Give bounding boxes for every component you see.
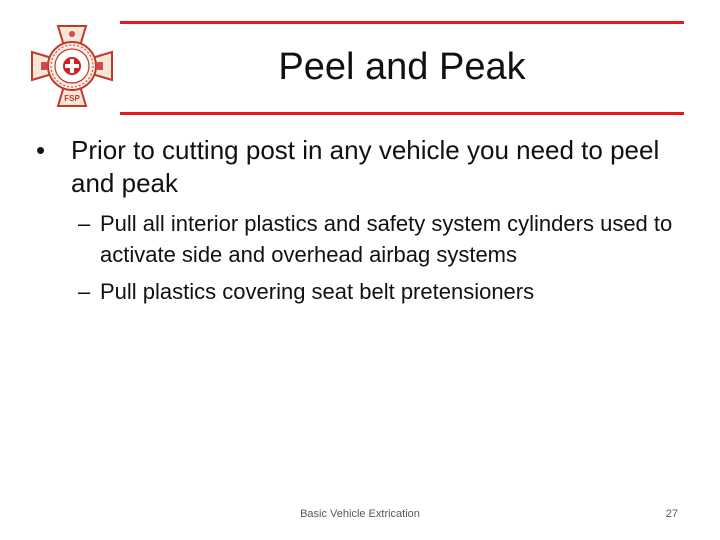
bullet-text: Prior to cutting post in any vehicle you need to peel and peak	[71, 135, 660, 198]
sub-bullet-marker: –	[78, 211, 91, 236]
logo-initials: FSP	[64, 94, 80, 103]
slide-title: Peel and Peak	[278, 46, 526, 88]
sub-bullet-marker: –	[78, 279, 91, 304]
title-rule-bottom	[120, 112, 684, 115]
sub-bullet-item	[36, 276, 686, 307]
footer-text: Basic Vehicle Extrication	[300, 508, 420, 520]
sub-bullet-text: Pull all interior plastics and safety system cylinders used to activate side and overhead airbag systems	[100, 211, 673, 267]
maltese-cross-emblem-icon	[28, 22, 116, 110]
sub-bullet-text: Pull plastics covering seat belt pretensioners	[100, 279, 535, 304]
sub-bullet-item	[36, 208, 686, 270]
slide-body	[36, 134, 686, 313]
title-rule-top	[120, 21, 684, 24]
bullet-item	[36, 134, 686, 200]
bullet-marker: •	[36, 135, 46, 165]
page-number: 27	[665, 508, 678, 520]
